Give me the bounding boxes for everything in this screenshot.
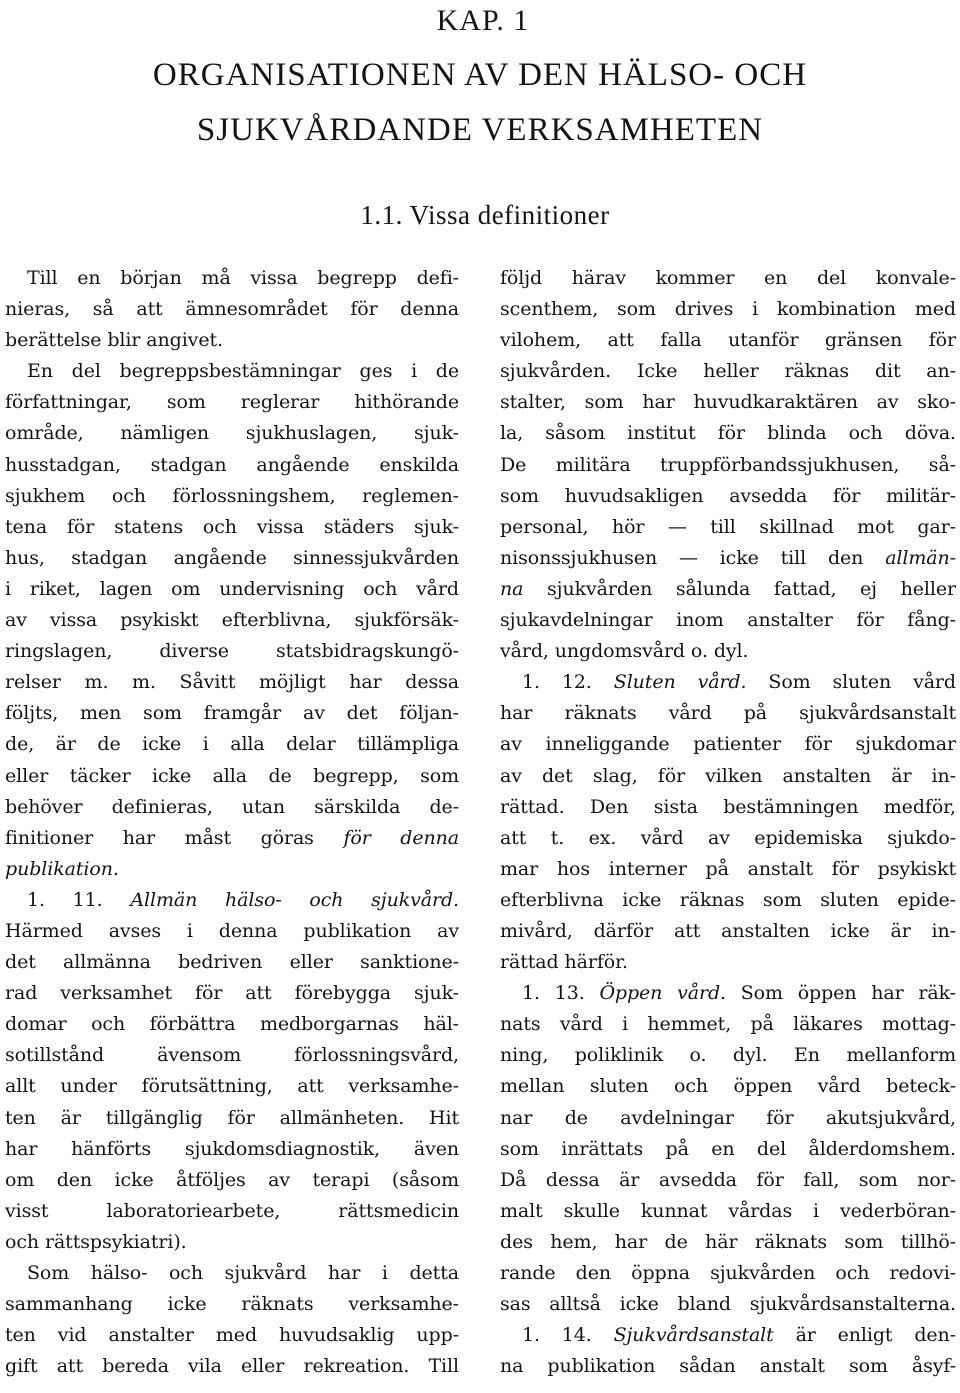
- text-line: [5, 761, 459, 792]
- text-line-plain: som huvudsakligen avsedda för militär-: [500, 484, 956, 507]
- text-line-plain: domar och förbättra medborgarnas häl-: [5, 1013, 459, 1036]
- section-heading: 1.1. Vissa definitioner: [360, 200, 610, 230]
- text-line: [5, 698, 459, 729]
- text-line: [5, 916, 459, 947]
- text-line-plain: sammanhang icke räknats verksamhe-: [5, 1293, 459, 1316]
- text-line-plain: av inneliggande patienter för sjukdomar: [500, 733, 956, 756]
- text-line: [5, 605, 459, 636]
- left-text-column: [5, 263, 459, 1382]
- text-line-plain: stalter, som har huvudkaraktären av sko-: [500, 391, 956, 414]
- text-line-plain: nieras, så att ämnesområdet för denna: [5, 298, 459, 321]
- text-line: [500, 574, 956, 605]
- text-line-plain: relser m. m. Såvitt möjligt har dessa: [5, 671, 459, 694]
- text-line-italic: allmän-: [885, 546, 956, 569]
- text-line: [5, 418, 459, 449]
- text-line-plain: de, är de icke i alla delar tillämpliga: [5, 733, 459, 756]
- text-line-plain: scenthem, som drives i kombination med: [500, 298, 956, 321]
- text-line: [5, 1258, 459, 1289]
- text-line: [500, 1071, 956, 1102]
- text-line-plain: har räknats vård på sjukvårdsanstalt: [500, 702, 956, 725]
- text-line-plain: behöver definieras, utan särskilda de-: [5, 795, 459, 818]
- text-line-plain: allt under förutsättning, att verksamhe-: [5, 1075, 459, 1098]
- text-line-plain: rättad härför.: [500, 951, 628, 974]
- text-line-plain: sas alltså icke bland sjukvårdsanstalterna.: [500, 1293, 956, 1316]
- text-line-plain: mar hos interner på anstalt för psykiskt: [500, 857, 956, 880]
- text-line: [5, 543, 459, 574]
- text-line-plain: rättad. Den sista bestämningen medför,: [500, 795, 956, 818]
- text-line-italic: na: [500, 577, 524, 600]
- text-line-plain: Då dessa är avsedda för fall, som nor-: [500, 1168, 956, 1191]
- text-line: [500, 1165, 956, 1196]
- text-line-plain: sotillstånd ävensom förlossningsvård,: [5, 1044, 459, 1067]
- text-line-plain: har hänförts sjukdomsdiagnostik, även: [5, 1137, 459, 1160]
- text-line-plain: finitioner har måst göras: [5, 826, 314, 849]
- text-line-plain: nar de avdelningar för akutsjukvård,: [500, 1106, 956, 1129]
- text-line-plain: 1. 14.: [522, 1324, 592, 1347]
- text-line: [5, 1071, 459, 1102]
- text-line-plain: som inrättats på en del ålderdomshem.: [500, 1137, 956, 1160]
- text-line: [500, 294, 956, 325]
- text-line: [500, 947, 956, 978]
- text-line: [500, 263, 956, 294]
- text-line-plain: mivård, därför att anstalten icke är in-: [500, 919, 956, 942]
- text-line: [5, 325, 459, 356]
- text-line: [500, 698, 956, 729]
- text-line-italic: Allmän hälso- och sjukvård.: [130, 888, 459, 911]
- text-line: [500, 854, 956, 885]
- text-line-plain: följd härav kommer en del konvale-: [500, 267, 956, 289]
- text-line: [5, 481, 459, 512]
- text-line-plain: mellan sluten och öppen vård beteck-: [500, 1075, 956, 1098]
- text-line: [500, 916, 956, 947]
- text-line-plain: ten är tillgänglig för allmänheten. Hit: [5, 1106, 459, 1129]
- text-line-plain: om den icke åtföljes av terapi (såsom: [5, 1168, 459, 1191]
- text-line: [5, 729, 459, 760]
- text-line-plain: av det slag, för vilken anstalten är in-: [500, 764, 956, 787]
- text-line-plain: eller täcker icke alla de begrepp, som: [5, 764, 459, 787]
- text-line-plain: författningar, som reglerar hithörande: [5, 391, 459, 414]
- text-line: [500, 636, 956, 667]
- text-line-plain: En del begreppsbestämningar ges i de: [27, 360, 459, 383]
- text-line-plain: 1. 13.: [522, 982, 585, 1005]
- text-line: [500, 792, 956, 823]
- text-line: [5, 1009, 459, 1040]
- text-line-after: sjukvården sålunda fattad, ej heller: [523, 577, 956, 600]
- text-line-plain: område, nämligen sjukhuslagen, sjuk-: [5, 422, 459, 445]
- text-line: [5, 1196, 459, 1227]
- text-line-italic: publikation.: [5, 857, 119, 880]
- text-line: [500, 885, 956, 916]
- text-line-plain: och rättspsykiatri).: [5, 1230, 187, 1253]
- text-line-plain: ringslagen, diverse statsbidragskungö-: [5, 640, 459, 663]
- text-line: [500, 450, 956, 481]
- text-line: [5, 792, 459, 823]
- text-line-plain: sjukavdelningar inom anstalter för fång-: [500, 609, 956, 632]
- text-line-plain: rad verksamhet för att förebygga sjuk-: [5, 982, 459, 1005]
- text-line-plain: na publikation sådan anstalt som åsyf-: [500, 1355, 956, 1378]
- text-line-plain: hus, stadgan angående sinnessjukvården: [5, 546, 459, 569]
- text-line-plain: Härmed avses i denna publikation av: [5, 919, 459, 942]
- text-line: [500, 543, 956, 574]
- text-line: [500, 1134, 956, 1165]
- text-line-plain: husstadgan, stadgan angående enskilda: [5, 453, 459, 476]
- text-line-plain: ning, poliklinik o. dyl. En mellanform: [500, 1044, 956, 1067]
- text-line-plain: sjukhem och förlossningshem, reglemen-: [5, 484, 459, 507]
- text-line-plain: Som hälso- och sjukvård har i detta: [27, 1262, 459, 1284]
- text-line: [500, 1040, 956, 1071]
- text-line: [5, 574, 459, 605]
- text-line: [5, 450, 459, 481]
- text-line: [500, 1227, 956, 1258]
- text-line: [500, 729, 956, 760]
- text-line: [500, 387, 956, 418]
- chapter-title-line-1: ORGANISATIONEN AV DEN HÄLSO- OCH: [152, 57, 808, 93]
- text-line-plain: i riket, lagen om undervisning och vård: [5, 577, 459, 600]
- text-line-plain: nisonssjukhusen — icke till den: [500, 546, 864, 569]
- text-line-plain: efterblivna icke räknas som sluten epide-: [500, 888, 956, 911]
- text-line: [5, 1227, 459, 1258]
- text-line-plain: De militära truppförbandssjukhusen, så-: [500, 453, 956, 476]
- text-line-plain: personal, hör — till skillnad mot gar-: [500, 515, 956, 538]
- text-line: [5, 1289, 459, 1320]
- text-line-plain: 1. 11.: [27, 888, 103, 911]
- text-line: [5, 823, 459, 854]
- chapter-heading: KAP. 1: [436, 4, 530, 37]
- chapter-title: [0, 48, 960, 158]
- text-line: [500, 823, 956, 854]
- text-line-plain: des hem, har de här räknats som tillhö-: [500, 1230, 956, 1253]
- text-line-italic: Sluten vård.: [613, 671, 747, 694]
- text-line-plain: gift att bereda vila eller rekreation. Till: [5, 1355, 459, 1378]
- text-line-plain: sjukvården. Icke heller räknas dit an-: [500, 360, 956, 383]
- text-line-italic: Sjukvårdsanstalt: [613, 1324, 774, 1347]
- text-line: [500, 605, 956, 636]
- text-line: [5, 885, 459, 916]
- text-line: [500, 1103, 956, 1134]
- text-line-plain: Till en början må vissa begrepp defi-: [27, 267, 459, 289]
- text-line-plain: vård, ungdomsvård o. dyl.: [500, 640, 749, 663]
- text-line: [500, 978, 956, 1009]
- text-line: [500, 1009, 956, 1040]
- text-line-plain: det allmänna bedriven eller sanktione-: [5, 951, 459, 974]
- text-line-plain: av vissa psykiskt efterblivna, sjukförsäk-: [5, 609, 459, 632]
- text-line: [500, 1320, 956, 1351]
- text-line-after: Som sluten vård: [746, 671, 956, 694]
- text-line-italic: Öppen vård.: [599, 982, 726, 1005]
- text-line: [5, 387, 459, 418]
- text-line: [5, 356, 459, 387]
- text-line: [500, 1351, 956, 1382]
- text-line-plain: tena för statens och vissa städers sjuk-: [5, 515, 459, 538]
- text-line-plain: rande den öppna sjukvården och redovi-: [500, 1262, 956, 1284]
- text-line: [500, 325, 956, 356]
- text-line-after: Som öppen har räk-: [725, 982, 956, 1005]
- text-line-plain: berättelse blir angivet.: [5, 329, 223, 352]
- text-line-plain: malt skulle kunnat vårdas i vederböran-: [500, 1199, 956, 1222]
- text-line: [500, 512, 956, 543]
- text-line: [500, 418, 956, 449]
- text-line-plain: nats vård i hemmet, på läkares mottag-: [500, 1013, 956, 1036]
- text-line: [500, 1289, 956, 1320]
- text-line: [5, 1320, 459, 1351]
- text-line: [5, 1165, 459, 1196]
- text-line: [5, 1040, 459, 1071]
- text-line: [500, 667, 956, 698]
- text-line: [500, 761, 956, 792]
- text-line: [5, 854, 459, 885]
- chapter-title-line-2: SJUKVÅRDANDE VERKSAMHETEN: [196, 112, 764, 148]
- text-line: [500, 1196, 956, 1227]
- text-line: [5, 263, 459, 294]
- text-line: [5, 667, 459, 698]
- text-line: [5, 1103, 459, 1134]
- text-line: [5, 636, 459, 667]
- text-line-plain: la, såsom institut för blinda och döva.: [500, 422, 956, 445]
- right-text-column: [500, 263, 956, 1382]
- text-line: [5, 294, 459, 325]
- text-line-plain: ten vid anstalter med huvudsaklig upp-: [5, 1324, 459, 1347]
- text-line: [500, 481, 956, 512]
- text-line-plain: 1. 12.: [522, 671, 592, 694]
- text-line: [5, 947, 459, 978]
- text-line: [5, 1134, 459, 1165]
- text-line-plain: vilohem, att falla utanför gränsen för: [500, 329, 956, 352]
- text-line: [5, 978, 459, 1009]
- text-line: [500, 356, 956, 387]
- text-line-plain: följts, men som framgår av det följan-: [5, 702, 459, 725]
- text-line: [500, 1258, 956, 1289]
- text-line-italic: för denna: [343, 826, 459, 849]
- text-line-plain: visst laboratoriearbete, rättsmedicin: [5, 1199, 459, 1222]
- text-line-plain: att t. ex. vård av epidemiska sjukdo-: [500, 826, 956, 849]
- text-line: [5, 512, 459, 543]
- text-line-after: är enligt den-: [773, 1324, 956, 1347]
- text-line: [5, 1351, 459, 1382]
